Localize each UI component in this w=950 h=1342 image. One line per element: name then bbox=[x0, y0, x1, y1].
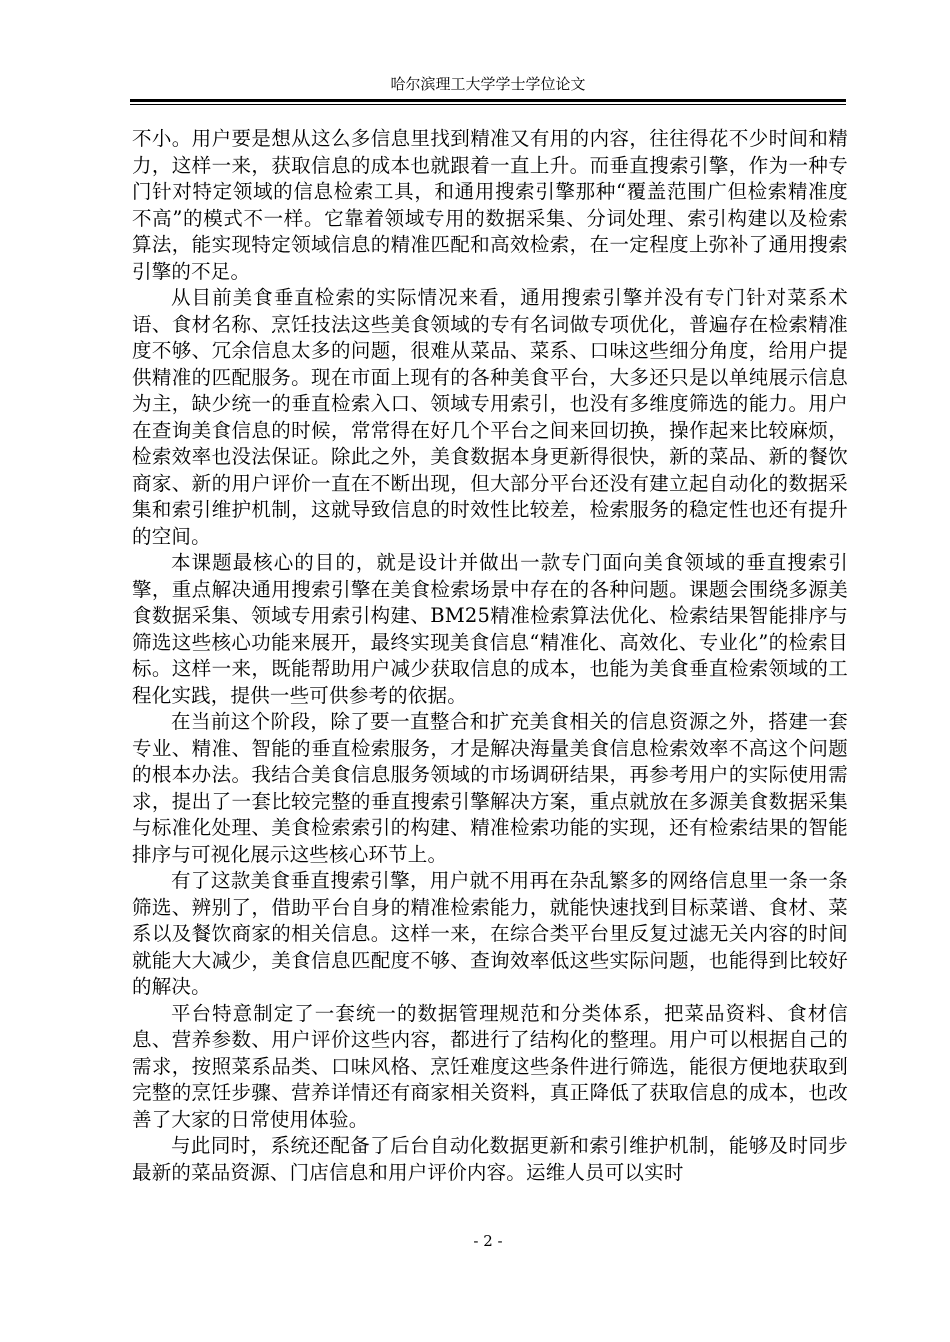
page-number: - 2 - bbox=[473, 1232, 503, 1250]
header-rule-thin bbox=[130, 104, 846, 105]
running-header: 哈尔滨理工大学学士学位论文 bbox=[390, 75, 586, 93]
paragraph: 平台特意制定了一套统一的数据管理规范和分类体系，把菜品资料、食材信息、营养参数、用户评价这些内容，都进行了结构化的整理。用户可以根据自己的需求，按照菜系品类、口味风格、烹饪难度这些条件进行筛选，能很方便地获取到完整的烹饪步骤、营养详情还有商家相关资料，真正降低了获取信息的成本，也改善了大家的日常使用体验。 bbox=[132, 1001, 848, 1131]
paragraph: 有了这款美食垂直搜索引擎，用户就不用再在杂乱繁多的网络信息里一条一条筛选、辨别了，借助平台自身的精准检索能力，就能快速找到目标菜谱、食材、菜系以及餐饮商家的相关信息。这样一来，在综合类平台里反复过滤无关内容的时间就能大大减少，美食信息匹配度不够、查询效率低这些实际问题，也能得到比较好的解决。 bbox=[132, 869, 848, 998]
paragraph: 本课题最核心的目的，就是设计并做出一款专门面向美食领域的垂直搜索引擎，重点解决通用搜索引擎在美食检索场景中存在的各种问题。课题会围绕多源美食数据采集、领域专用索引构建、BM25精准检索算法优化、检索结果智能排序与筛选这些核心功能来展开，最终实现美食信息“精准化、高效化、专业化”的检索目标。这样一来，既能帮助用户减少获取信息的成本，也能为美食垂直检索领域的工程化实践，提供一些可供参考的依据。 bbox=[132, 551, 848, 707]
paragraph-continued: 不小。用户要是想从这么多信息里找到精准又有用的内容，往往得花不少时间和精力，这样一来，获取信息的成本也就跟着一直上升。而垂直搜索引擎，作为一种专门针对特定领域的信息检索工具，和通用搜索引擎那种“覆盖范围广但检索精准度不高”的模式不一样。它靠着领域专用的数据采集、分词处理、索引构建以及检索算法，能实现特定领域信息的精准匹配和高效检索，在一定程度上弥补了通用搜索引擎的不足。 bbox=[132, 127, 848, 283]
paragraph: 在当前这个阶段，除了要一直整合和扩充美食相关的信息资源之外，搭建一套专业、精准、智能的垂直检索服务，才是解决海量美食信息检索效率不高这个问题的根本办法。我结合美食信息服务领域的市场调研结果，再参考用户的实际使用需求，提出了一套比较完整的垂直搜索引擎解决方案，重点就放在多源美食数据采集与标准化处理、美食检索索引的构建、精准检索功能的实现，还有检索结果的智能排序与可视化展示这些核心环节上。 bbox=[132, 710, 848, 866]
header-rule-thick bbox=[130, 99, 846, 102]
paragraph: 从目前美食垂直检索的实际情况来看，通用搜索引擎并没有专门针对菜系术语、食材名称、烹饪技法这些美食领域的专有名词做专项优化，普遍存在检索精准度不够、冗余信息太多的问题，很难从菜品、菜系、口味这些细分角度，给用户提供精准的匹配服务。现在市面上现有的各种美食平台，大多还只是以单纯展示信息为主，缺少统一的垂直检索入口、领域专用索引，也没有多维度筛选的能力。用户在查询美食信息的时候，常常得在好几个平台之间来回切换，操作起来比较麻烦，检索效率也没法保证。除此之外，美食数据本身更新得很快，新的菜品、新的餐饮商家、新的用户评价一直在不断出现，但大部分平台还没有建立起自动化的数据采集和索引维护机制，这就导致信息的时效性比较差，检索服务的稳定性也还有提升的空间。 bbox=[132, 286, 848, 548]
paragraph: 与此同时，系统还配备了后台自动化数据更新和索引维护机制，能够及时同步最新的菜品资源、门店信息和用户评价内容。运维人员可以实时 bbox=[132, 1134, 848, 1184]
body-text bbox=[132, 126, 848, 1186]
